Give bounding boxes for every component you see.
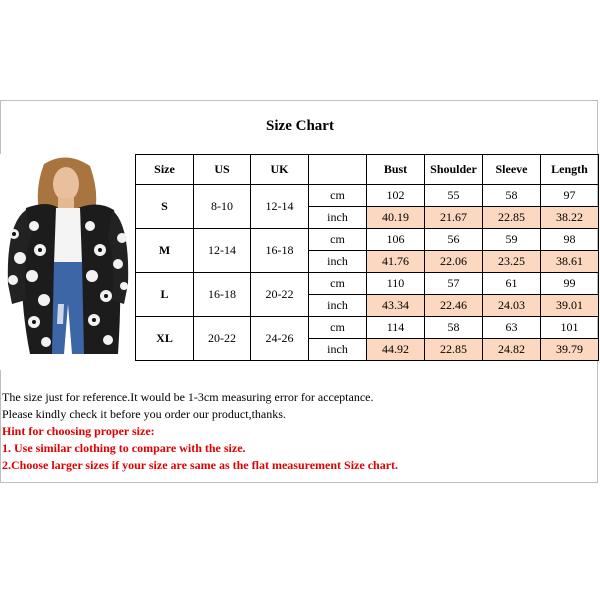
us-cell: 16-18 (194, 273, 251, 317)
unit-cell: cm (309, 185, 367, 207)
uk-cell: 12-14 (251, 185, 309, 229)
header-shoulder: Shoulder (425, 155, 483, 185)
bust-cell: 106 (367, 229, 425, 251)
sleeve-cell: 24.03 (483, 295, 541, 317)
size-table (135, 154, 599, 361)
sleeve-cell: 61 (483, 273, 541, 295)
uk-cell: 20-22 (251, 273, 309, 317)
unit-cell: inch (309, 251, 367, 273)
length-cell: 38.61 (541, 251, 599, 273)
size-cell: XL (136, 317, 194, 361)
us-cell: 8-10 (194, 185, 251, 229)
shoulder-cell: 57 (425, 273, 483, 295)
header-length: Length (541, 155, 599, 185)
us-cell: 12-14 (194, 229, 251, 273)
unit-cell: cm (309, 229, 367, 251)
shoulder-cell: 22.06 (425, 251, 483, 273)
bust-cell: 43.34 (367, 295, 425, 317)
length-cell: 99 (541, 273, 599, 295)
bust-cell: 102 (367, 185, 425, 207)
product-photo (0, 154, 135, 370)
us-cell: 20-22 (194, 317, 251, 361)
hint-item-1: 1. Use similar clothing to compare with the size. (2, 441, 246, 455)
cardigan-model-illustration (0, 154, 135, 370)
header-size: Size (136, 155, 194, 185)
header-bust: Bust (367, 155, 425, 185)
hint-title: Hint for choosing proper size: (2, 424, 155, 438)
shoulder-cell: 58 (425, 317, 483, 339)
bust-cell: 40.19 (367, 207, 425, 229)
shoulder-cell: 22.85 (425, 339, 483, 361)
size-cell: S (136, 185, 194, 229)
sleeve-cell: 22.85 (483, 207, 541, 229)
page-title: Size Chart (266, 118, 334, 134)
table-row (136, 273, 599, 295)
sleeve-cell: 63 (483, 317, 541, 339)
size-notes (2, 389, 398, 474)
length-cell: 39.01 (541, 295, 599, 317)
unit-cell: inch (309, 207, 367, 229)
length-cell: 38.22 (541, 207, 599, 229)
header-unit (309, 155, 367, 185)
unit-cell: inch (309, 295, 367, 317)
bust-cell: 41.76 (367, 251, 425, 273)
length-cell: 97 (541, 185, 599, 207)
note-check: Please kindly check it before you order our product,thanks. (2, 407, 286, 421)
uk-cell: 16-18 (251, 229, 309, 273)
table-header-row (136, 155, 599, 185)
bust-cell: 114 (367, 317, 425, 339)
shoulder-cell: 55 (425, 185, 483, 207)
unit-cell: inch (309, 339, 367, 361)
shoulder-cell: 56 (425, 229, 483, 251)
shoulder-cell: 21.67 (425, 207, 483, 229)
size-cell: M (136, 229, 194, 273)
table-row (136, 229, 599, 251)
unit-cell: cm (309, 273, 367, 295)
hint-item-2: 2.Choose larger sizes if your size are same as the flat measurement Size chart. (2, 458, 399, 472)
length-cell: 98 (541, 229, 599, 251)
header-uk: UK (251, 155, 309, 185)
sleeve-cell: 58 (483, 185, 541, 207)
unit-cell: cm (309, 317, 367, 339)
shoulder-cell: 22.46 (425, 295, 483, 317)
sleeve-cell: 23.25 (483, 251, 541, 273)
length-cell: 39.79 (541, 339, 599, 361)
sleeve-cell: 59 (483, 229, 541, 251)
uk-cell: 24-26 (251, 317, 309, 361)
note-reference: The size just for reference.It would be 1-3cm measuring error for acceptance. (2, 390, 374, 404)
length-cell: 101 (541, 317, 599, 339)
header-us: US (194, 155, 251, 185)
sleeve-cell: 24.82 (483, 339, 541, 361)
table-row (136, 317, 599, 339)
bust-cell: 110 (367, 273, 425, 295)
table-row (136, 185, 599, 207)
bust-cell: 44.92 (367, 339, 425, 361)
size-cell: L (136, 273, 194, 317)
header-sleeve: Sleeve (483, 155, 541, 185)
